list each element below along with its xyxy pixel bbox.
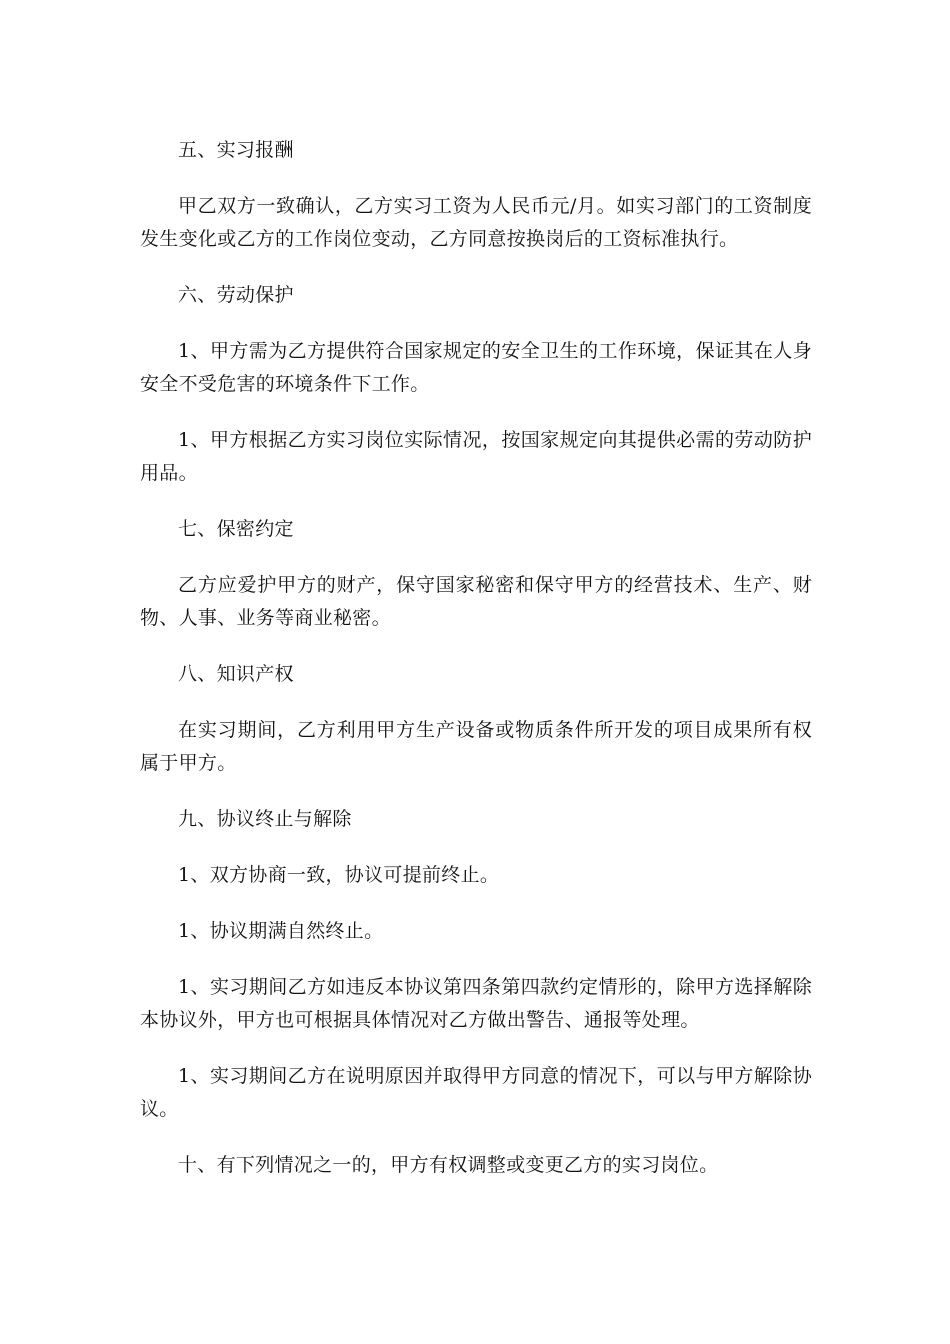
paragraph-termination-consent: 1、实习期间乙方在说明原因并取得甲方同意的情况下，可以与甲方解除协议。 (140, 1065, 812, 1120)
section-heading-labor-protection: 六、劳动保护 (178, 284, 294, 306)
section-heading-confidentiality: 七、保密约定 (178, 518, 294, 540)
paragraph-intellectual-property: 在实习期间，乙方利用甲方生产设备或物质条件所开发的项目成果所有权属于甲方。 (140, 719, 812, 774)
document-body (140, 134, 812, 1205)
paragraph-termination-mutual: 1、双方协商一致，协议可提前终止。 (178, 864, 500, 886)
section-heading-termination: 九、协议终止与解除 (178, 808, 352, 830)
section-heading-remuneration: 五、实习报酬 (178, 139, 294, 161)
paragraph-work-environment: 1、甲方需为乙方提供符合国家规定的安全卫生的工作环境，保证其在人身安全不受危害的环境条件下工作。 (140, 340, 812, 395)
section-heading-intellectual-property: 八、知识产权 (178, 663, 294, 685)
paragraph-termination-expiry: 1、协议期满自然终止。 (178, 920, 384, 942)
section-heading-position-change: 十、有下列情况之一的，甲方有权调整或变更乙方的实习岗位。 (178, 1154, 719, 1176)
paragraph-protective-equipment: 1、甲方根据乙方实习岗位实际情况，按国家规定向其提供必需的劳动防护用品。 (140, 429, 812, 484)
paragraph-confidentiality: 乙方应爱护甲方的财产，保守国家秘密和保守甲方的经营技术、生产、财物、人事、业务等商业秘密。 (140, 574, 812, 629)
paragraph-termination-violation: 1、实习期间乙方如违反本协议第四条第四款约定情形的，除甲方选择解除本协议外，甲方也可根据具体情况对乙方做出警告、通报等处理。 (140, 976, 812, 1031)
paragraph-salary: 甲乙双方一致确认，乙方实习工资为人民币元/月。如实习部门的工资制度发生变化或乙方的工作岗位变动，乙方同意按换岗后的工资标准执行。 (140, 195, 812, 250)
